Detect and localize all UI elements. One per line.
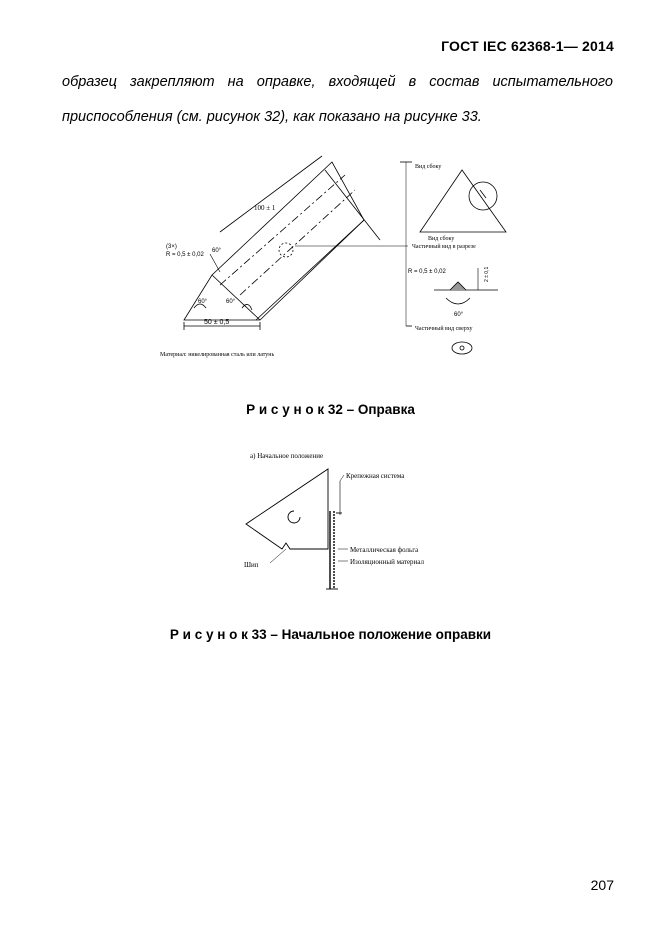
detail-circle — [279, 243, 293, 257]
spike-label: Шип — [244, 561, 259, 569]
figure-33-drawing — [230, 445, 470, 595]
insulation-label: Изоляционный материал — [350, 558, 424, 566]
side-view-bottom-label: Вид сбоку — [428, 236, 455, 242]
partial-top-shape — [452, 342, 472, 354]
rotation-arrow — [288, 511, 300, 523]
length-label: 100 ± 1 — [254, 204, 276, 212]
dim-side — [325, 170, 380, 240]
fastening-label: Крепежная система — [346, 472, 405, 480]
angle-right-label: 60° — [454, 312, 464, 318]
section-angle-arc — [446, 298, 470, 304]
figure-32-caption: Р и с у н о к 32 – Оправка — [246, 402, 415, 417]
angle-label-b: 60° — [198, 299, 208, 305]
side-view-circle — [469, 182, 497, 210]
partial-top-label: Частичный вид сверху — [415, 326, 473, 332]
figure-33-subtitle: а) Начальное положение — [250, 452, 324, 460]
radius-right-label: R = 0,5 ± 0,02 — [408, 269, 446, 275]
mandrel-triangle — [246, 469, 328, 549]
paragraph-line-1: образец закрепляют на оправке, входящей в состав испытательного — [62, 74, 613, 90]
side-view-top-label: Вид сбоку — [415, 164, 442, 170]
page-number: 207 — [590, 877, 614, 893]
angle-label-c: 60° — [226, 299, 236, 305]
foil-label: Металлическая фольга — [350, 546, 419, 554]
radius-label: R = 0,5 ± 0,02 — [166, 252, 204, 258]
partial-section-label: Частичный вид в разрезе — [412, 244, 476, 250]
mandrel-edge-2 — [256, 220, 364, 320]
figure-33-caption: Р и с у н о к 33 – Начальное положение оправки — [169, 627, 492, 642]
paragraph-line-2: приспособления (см. рисунок 32), как показано на рисунке 33. — [62, 109, 482, 125]
side-view-triangle — [420, 170, 506, 232]
section-tip — [450, 282, 466, 290]
dim-length — [220, 156, 322, 232]
material-label: Материал: никелированная сталь или латунь — [160, 352, 275, 358]
depth-label: 2 ± 0,1 — [484, 266, 490, 282]
standard-header: ГОСТ IEC 62368-1— 2014 — [441, 38, 614, 54]
center-line-2 — [220, 175, 345, 285]
mandrel-edge — [212, 275, 260, 320]
count-label: (3×) — [166, 244, 177, 250]
base-label: 50 ± 0,5 — [204, 319, 230, 326]
figure-32-drawing — [150, 150, 530, 370]
angle-label-a: 60° — [212, 248, 222, 254]
